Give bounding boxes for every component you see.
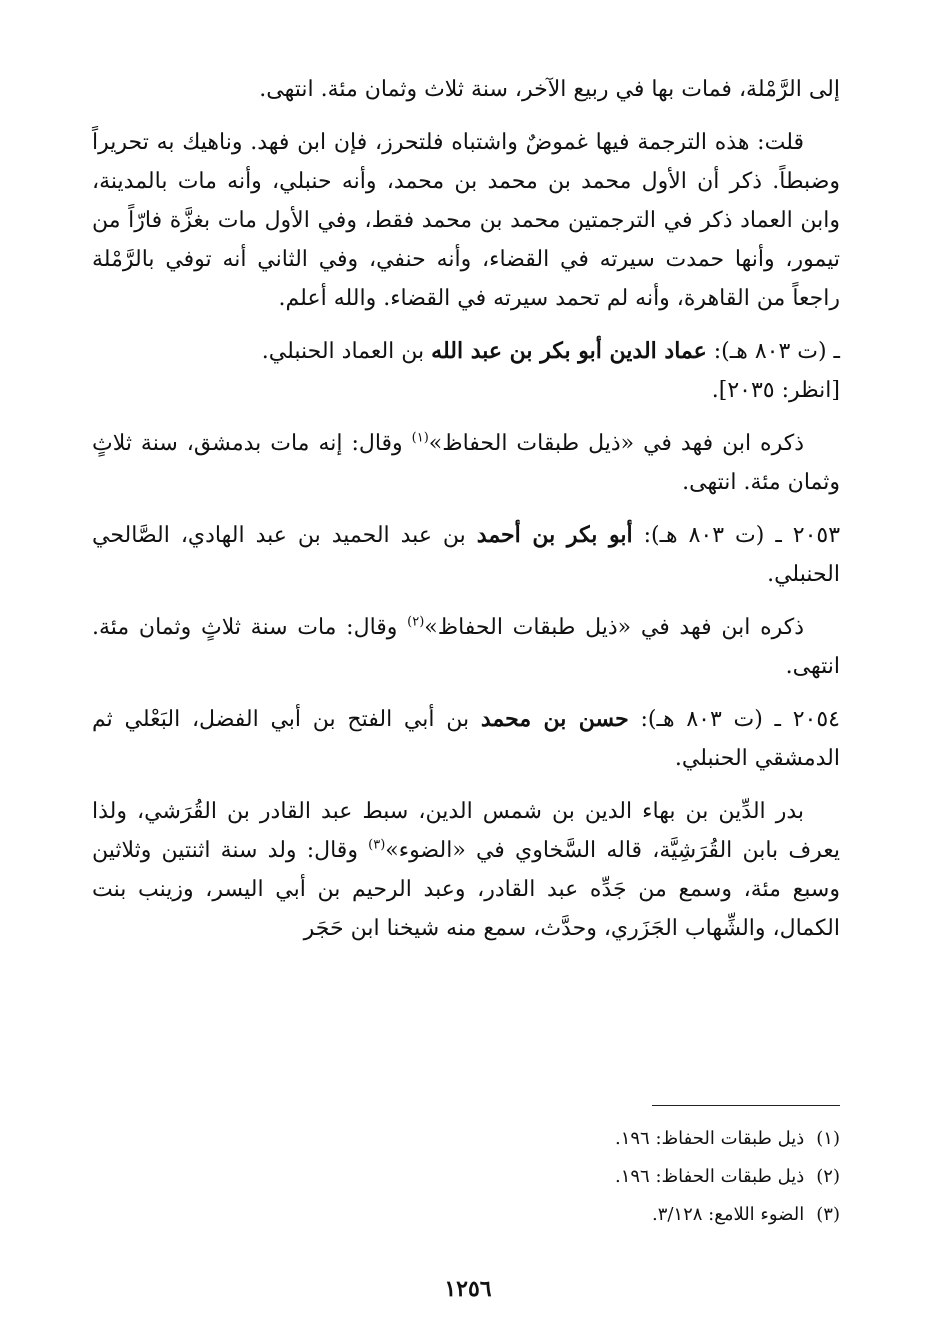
page-body (92, 70, 840, 962)
entry-body-2053 (92, 608, 840, 686)
entry-body-2054 (92, 792, 840, 948)
entry-text: وقال: إنه مات بدمشق، سنة ثلاثٍ وثمان مئة. انتهى. (92, 431, 840, 495)
footnote-number: (١) (816, 1128, 840, 1149)
entry-reference: [انظر: ٢٠٣٥]. (711, 378, 840, 403)
entry-heading-imad-aldin (92, 332, 840, 410)
entry-prefix: ـ (ت ٨٠٣ هـ): (706, 339, 840, 364)
paragraph-commentary: قلت: هذه الترجمة فيها غموضٌ واشتباه فلتحرز، فإن ابن فهد. وناهيك به تحريراً وضبطاً. ذكر أن الأول محمد بن محمد بن محمد، وأنه حنبلي، وأنه مات بالمدينة، وابن العماد ذكر في الترجمتين محمد بن محمد فقط، وفي الأول مات بغزَّة فارّاً من تيمور، وأنها حمدت سيرته في القضاء، وأنه حنفي، وفي الثاني أنه توفي بالرَّمْلة راجعاً من القاهرة، وأنه لم تحمد سيرته في القضاء. والله أعلم. (92, 130, 840, 311)
entry-rest: بن العماد الحنبلي. (261, 339, 432, 364)
entry-rest: بن أبي الفتح بن أبي الفضل، البَعْلي ثم الدمشقي الحنبلي. (92, 707, 840, 771)
entry-heading-2053 (92, 516, 840, 594)
page-number: ١٢٥٦ (444, 1276, 492, 1302)
footnote-1 (92, 1122, 840, 1156)
footnotes (92, 1122, 840, 1236)
paragraph-continuation: إلى الرَّمْلة، فمات بها في ربيع الآخر، سنة ثلاث وثمان مئة. انتهى. (259, 77, 840, 102)
footnote-separator (652, 1105, 840, 1106)
entry-text: بدر الدِّين بن بهاء الدين بن شمس الدين، سبط عبد القادر بن القُرَشي، ولذا يعرف بابن القُرَشِيَّة، قاله السَّخاوي في «الضوء» (92, 799, 841, 863)
footnote-text: الضوء اللامع: ٣/١٢٨. (651, 1204, 805, 1225)
entry-rest: بن عبد الحميد بن عبد الهادي، الصَّالحي الحنبلي. (92, 523, 840, 587)
footnote-3 (92, 1198, 840, 1232)
footnote-number: (٣) (816, 1204, 840, 1225)
entry-heading-2054 (92, 700, 840, 778)
entry-prefix: ٢٠٥٣ ـ (ت ٨٠٣ هـ): (632, 523, 841, 548)
entry-text: ذكره ابن فهد في «ذيل طبقات الحفاظ» (428, 431, 804, 456)
entry-text: وقال: مات سنة ثلاثٍ وثمان مئة. انتهى. (92, 615, 840, 679)
footnote-marker-3: (٣) (368, 837, 386, 853)
entry-name: أبو بكر بن أحمد (476, 522, 633, 548)
footnote-2 (92, 1160, 840, 1194)
footnote-marker-2: (٢) (407, 614, 425, 630)
footnote-number: (٢) (816, 1166, 840, 1187)
footnote-marker-1: (١) (411, 430, 429, 446)
entry-name: حسن بن محمد (480, 706, 629, 732)
footnote-text: ذيل طبقات الحفاظ: ١٩٦. (614, 1166, 805, 1187)
entry-body-imad-aldin (92, 424, 840, 502)
entry-name: عماد الدين أبو بكر بن عبد الله (431, 338, 707, 364)
footnote-text: ذيل طبقات الحفاظ: ١٩٦. (614, 1128, 805, 1149)
entry-prefix: ٢٠٥٤ ـ (ت ٨٠٣ هـ): (628, 707, 840, 732)
entry-text: وقال: ولد سنة اثنتين وثلاثين وسبع مئة، وسمع من جَدِّه عبد القادر، وعبد الرحيم بن أبي اليسر، وزينب بنت الكمال، والشِّهاب الجَزَري، وحدَّث، سمع منه شيخنا ابن حَجَر (92, 838, 840, 941)
entry-text: ذكره ابن فهد في «ذيل طبقات الحفاظ» (424, 615, 805, 640)
